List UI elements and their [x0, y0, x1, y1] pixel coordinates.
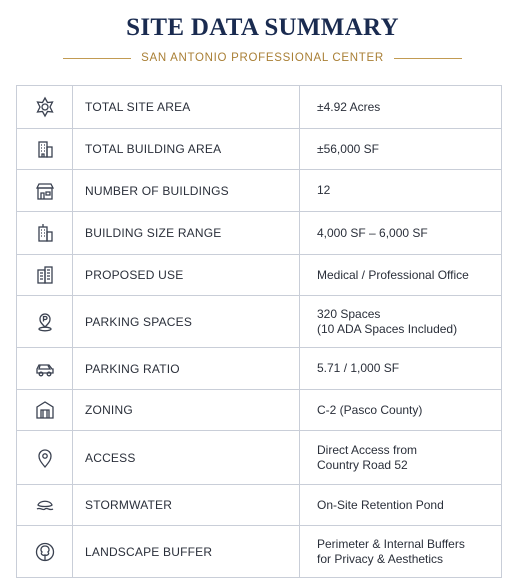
location-pin-icon: [34, 447, 56, 469]
water-icon: [34, 494, 56, 516]
row-label: PARKING SPACES: [73, 296, 300, 348]
building-icon: [34, 138, 56, 160]
table-row: [17, 170, 502, 212]
table-row: [17, 431, 502, 485]
row-value: 5.71 / 1,000 SF: [300, 348, 502, 390]
car-icon: [34, 358, 56, 380]
subtitle-rule-left: [63, 58, 131, 59]
parking-pin-icon: [34, 311, 56, 333]
row-label: STORMWATER: [73, 485, 300, 526]
row-value: Perimeter & Internal Buffers for Privacy & Aesthetics: [300, 526, 502, 578]
site-data-table: [16, 85, 502, 578]
row-label: LANDSCAPE BUFFER: [73, 526, 300, 578]
row-value: C-2 (Pasco County): [300, 390, 502, 431]
row-value: 320 Spaces (10 ADA Spaces Included): [300, 296, 502, 348]
row-label: PROPOSED USE: [73, 255, 300, 296]
subtitle-row: [0, 50, 525, 66]
page-subtitle: SAN ANTONIO PROFESSIONAL CENTER: [141, 52, 384, 64]
table-row: [17, 296, 502, 348]
storefront-icon: [34, 180, 56, 202]
table-row: [17, 390, 502, 431]
row-label: BUILDING SIZE RANGE: [73, 212, 300, 255]
table-row: [17, 526, 502, 578]
row-value: Medical / Professional Office: [300, 255, 502, 296]
row-label: ZONING: [73, 390, 300, 431]
tree-icon: [34, 541, 56, 563]
row-value: 12: [300, 170, 502, 212]
row-label: TOTAL SITE AREA: [73, 86, 300, 129]
subtitle-rule-right: [394, 58, 462, 59]
row-label: TOTAL BUILDING AREA: [73, 129, 300, 170]
table-row: [17, 255, 502, 296]
site-area-icon: [34, 96, 56, 118]
row-value: ±4.92 Acres: [300, 86, 502, 129]
row-label: ACCESS: [73, 431, 300, 485]
row-value: 4,000 SF – 6,000 SF: [300, 212, 502, 255]
table-row: [17, 129, 502, 170]
building-range-icon: [34, 222, 56, 244]
row-label: PARKING RATIO: [73, 348, 300, 390]
table-row: [17, 86, 502, 129]
row-value: On-Site Retention Pond: [300, 485, 502, 526]
office-building-icon: [34, 264, 56, 286]
row-value: Direct Access from Country Road 52: [300, 431, 502, 485]
table-row: [17, 212, 502, 255]
row-value: ±56,000 SF: [300, 129, 502, 170]
row-label: NUMBER OF BUILDINGS: [73, 170, 300, 212]
page-title: SITE DATA SUMMARY: [126, 14, 399, 41]
table-row: [17, 348, 502, 390]
zoning-building-icon: [34, 399, 56, 421]
table-row: [17, 485, 502, 526]
